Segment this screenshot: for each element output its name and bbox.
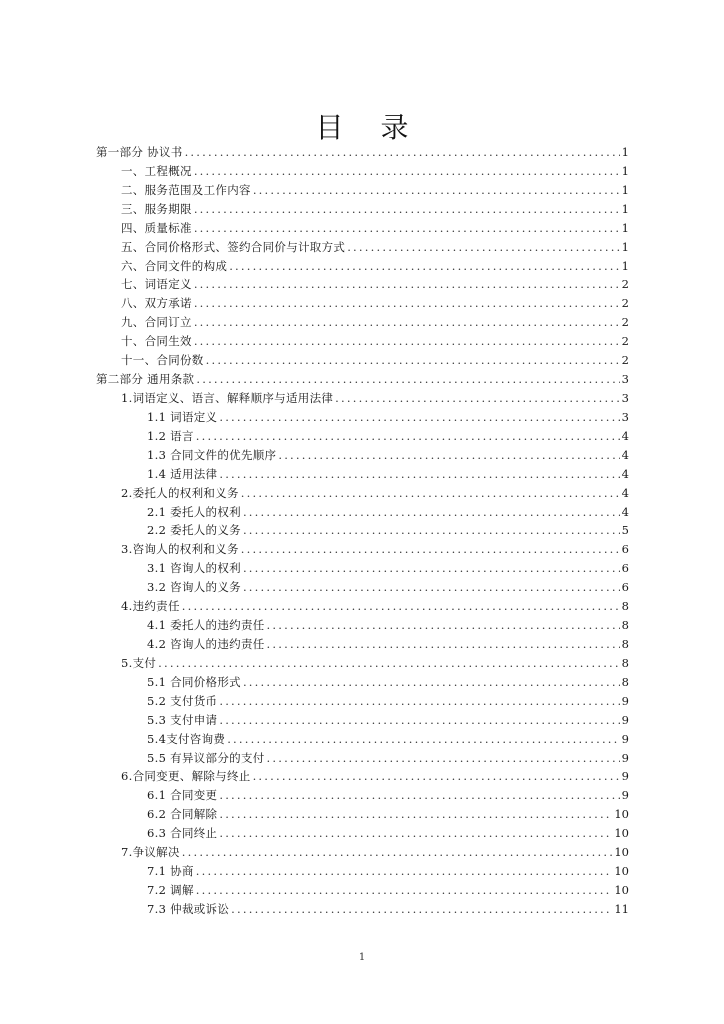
toc-entry-page: 3 (621, 372, 629, 387)
toc-entry[interactable] (96, 484, 629, 503)
toc-entry-text: 5.2 支付货币 (147, 693, 218, 708)
toc-entry-text: 1.3 合同文件的优先顺序 (147, 447, 277, 462)
toc-entry-text: 1.1 词语定义 (147, 409, 218, 424)
toc-dot-leader (243, 559, 620, 578)
toc-dot-leader (347, 238, 619, 257)
toc-entry-page: 4 (621, 504, 629, 519)
toc-entry[interactable] (96, 559, 629, 578)
toc-dot-leader (182, 597, 620, 616)
toc-entry[interactable] (96, 162, 629, 181)
toc-entry-text: 3.1 咨询人的权利 (147, 561, 241, 576)
toc-entry-text: 十、合同生效 (121, 334, 192, 349)
toc-entry-page: 9 (621, 750, 629, 765)
toc-entry-text: 三、服务期限 (121, 201, 192, 216)
toc-entry-page: 2 (621, 315, 629, 330)
toc-entry-page: 10 (614, 845, 629, 860)
toc-entry-text: 5.3 支付申请 (147, 712, 218, 727)
toc-dot-leader (243, 578, 620, 597)
toc-dot-leader (206, 351, 620, 370)
toc-dot-leader (229, 257, 619, 276)
toc-entry-text: 八、双方承诺 (121, 296, 192, 311)
toc-entry-page: 1 (621, 145, 629, 159)
toc-entry-text: 6.1 合同变更 (147, 788, 218, 803)
toc-entry-page: 1 (621, 182, 629, 197)
toc-entry[interactable] (96, 711, 629, 730)
toc-dot-leader (243, 521, 620, 540)
toc-entry-page: 11 (614, 901, 629, 916)
toc-entry[interactable] (96, 143, 629, 162)
toc-entry-text: 5.5 有异议部分的支付 (147, 750, 265, 765)
toc-dot-leader (158, 654, 620, 673)
toc-dot-leader (253, 181, 620, 200)
toc-entry-page: 8 (621, 618, 629, 633)
toc-entry-text: 4.1 委托人的违约责任 (147, 618, 265, 633)
toc-dot-leader (219, 805, 612, 824)
toc-entry-page: 10 (614, 864, 629, 879)
toc-dot-leader (231, 900, 612, 919)
toc-entry[interactable] (96, 370, 629, 389)
toc-entry-text: 6.合同变更、解除与终止 (121, 769, 251, 784)
toc-entry[interactable] (96, 503, 629, 522)
toc-dot-leader (185, 143, 620, 162)
toc-dot-leader (182, 843, 613, 862)
toc-entry[interactable] (96, 749, 629, 768)
toc-entry[interactable] (96, 257, 629, 276)
toc-dot-leader (194, 332, 620, 351)
toc-entry-text: 6.3 合同终止 (147, 826, 218, 841)
toc-entry-page: 3 (621, 390, 629, 405)
toc-dot-leader (241, 540, 620, 559)
toc-entry-text: 4.2 咨询人的违约责任 (147, 636, 265, 651)
toc-entry-text: 4.违约责任 (121, 599, 180, 614)
toc-entry[interactable] (96, 389, 629, 408)
toc-dot-leader (194, 219, 620, 238)
toc-entry-page: 1 (621, 163, 629, 178)
toc-entry[interactable] (96, 578, 629, 597)
toc-entry-page: 10 (614, 807, 629, 822)
toc-dot-leader (253, 767, 620, 786)
toc-entry-page: 2 (621, 296, 629, 311)
toc-entry[interactable] (96, 238, 629, 257)
toc-dot-leader (196, 881, 613, 900)
toc-entry-text: 四、质量标准 (121, 220, 192, 235)
toc-entry[interactable] (96, 843, 629, 862)
toc-entry-page: 8 (621, 674, 629, 689)
toc-entry-page: 9 (621, 693, 629, 708)
toc-entry-page: 4 (621, 428, 629, 443)
toc-dot-leader (219, 692, 619, 711)
toc-entry[interactable] (96, 616, 629, 635)
toc-dot-leader (219, 408, 619, 427)
toc-entry-page: 2 (621, 353, 629, 368)
toc-entry[interactable] (96, 692, 629, 711)
toc-entry-page: 8 (621, 655, 629, 670)
toc-entry-text: 九、合同订立 (121, 315, 192, 330)
toc-entry-text: 第一部分 协议书 (96, 145, 183, 159)
toc-entry-text: 2.2 委托人的义务 (147, 523, 241, 538)
toc-entry-page: 1 (621, 201, 629, 216)
toc-entry-text: 七、词语定义 (121, 277, 192, 292)
toc-entry[interactable] (96, 200, 629, 219)
toc-entry[interactable] (96, 900, 629, 919)
toc-entry[interactable] (96, 219, 629, 238)
toc-dot-leader (278, 446, 619, 465)
toc-entry-page: 9 (621, 712, 629, 727)
toc-entry[interactable] (96, 351, 629, 370)
toc-entry-page: 6 (621, 580, 629, 595)
toc-dot-leader (219, 824, 612, 843)
toc-entry[interactable] (96, 294, 629, 313)
toc-entry[interactable] (96, 313, 629, 332)
toc-dot-leader (241, 484, 620, 503)
toc-entry[interactable] (96, 181, 629, 200)
toc-dot-leader (219, 786, 619, 805)
toc-entry-page: 8 (621, 599, 629, 614)
toc-entry-text: 6.2 合同解除 (147, 807, 218, 822)
toc-entry-page: 2 (621, 334, 629, 349)
toc-dot-leader (243, 503, 620, 522)
toc-entry[interactable] (96, 597, 629, 616)
toc-entry[interactable] (96, 427, 629, 446)
toc-list (96, 143, 629, 919)
toc-entry[interactable] (96, 824, 629, 843)
toc-dot-leader (194, 294, 620, 313)
toc-dot-leader (335, 389, 620, 408)
toc-entry[interactable] (96, 730, 629, 749)
toc-entry-text: 7.1 协商 (147, 864, 194, 879)
toc-entry-page: 6 (621, 561, 629, 576)
toc-entry[interactable] (96, 862, 629, 881)
toc-dot-leader (196, 862, 613, 881)
toc-entry-text: 7.争议解决 (121, 845, 180, 860)
toc-dot-leader (196, 427, 620, 446)
toc-entry-page: 4 (621, 466, 629, 481)
toc-entry[interactable] (96, 446, 629, 465)
toc-dot-leader (267, 749, 620, 768)
toc-entry-text: 2.1 委托人的权利 (147, 504, 241, 519)
toc-title: 目 录 (315, 111, 423, 144)
toc-entry[interactable] (96, 275, 629, 294)
toc-dot-leader (194, 313, 620, 332)
toc-entry[interactable] (96, 767, 629, 786)
toc-entry-text: 7.3 仲裁或诉讼 (147, 901, 230, 916)
toc-dot-leader (267, 635, 620, 654)
toc-dot-leader (219, 711, 619, 730)
toc-entry-text: 5.4支付咨询费 (147, 731, 226, 746)
toc-dot-leader (243, 673, 620, 692)
toc-entry-text: 7.2 调解 (147, 882, 194, 897)
toc-entry[interactable] (96, 654, 629, 673)
toc-entry[interactable] (96, 540, 629, 559)
toc-entry[interactable] (96, 408, 629, 427)
toc-entry[interactable] (96, 465, 629, 484)
toc-entry-text: 5.支付 (121, 655, 157, 670)
toc-entry-page: 6 (621, 542, 629, 557)
toc-entry-text: 五、合同价格形式、签约合同价与计取方式 (121, 239, 346, 254)
toc-dot-leader (194, 275, 620, 294)
toc-entry[interactable] (96, 786, 629, 805)
toc-entry-page: 9 (621, 731, 629, 746)
toc-entry-page: 9 (621, 769, 629, 784)
toc-entry-text: 3.2 咨询人的义务 (147, 580, 241, 595)
toc-entry[interactable] (96, 521, 629, 540)
toc-entry-text: 十一、合同份数 (121, 353, 204, 368)
toc-entry-text: 5.1 合同价格形式 (147, 674, 241, 689)
toc-entry-page: 1 (621, 220, 629, 235)
toc-dot-leader (227, 730, 619, 749)
toc-dot-leader (194, 200, 620, 219)
toc-entry[interactable] (96, 805, 629, 824)
toc-entry-page: 5 (621, 523, 629, 538)
toc-dot-leader (267, 616, 620, 635)
toc-entry-page: 9 (621, 788, 629, 803)
toc-entry[interactable] (96, 332, 629, 351)
toc-dot-leader (219, 465, 619, 484)
toc-entry-text: 二、服务范围及工作内容 (121, 182, 251, 197)
toc-entry[interactable] (96, 673, 629, 692)
toc-entry[interactable] (96, 635, 629, 654)
toc-entry-text: 一、工程概况 (121, 163, 192, 178)
toc-entry-text: 六、合同文件的构成 (121, 258, 228, 273)
toc-entry-page: 1 (621, 239, 629, 254)
toc-entry-page: 8 (621, 636, 629, 651)
toc-entry-page: 1 (621, 258, 629, 273)
toc-entry-text: 1.4 适用法律 (147, 466, 218, 481)
toc-entry-page: 4 (621, 485, 629, 500)
toc-dot-leader (194, 162, 620, 181)
toc-dot-leader (196, 370, 619, 389)
toc-entry-text: 1.词语定义、语言、解释顺序与适用法律 (121, 390, 334, 405)
toc-entry-text: 1.2 语言 (147, 428, 194, 443)
toc-entry[interactable] (96, 881, 629, 900)
toc-entry-page: 10 (614, 826, 629, 841)
toc-entry-text: 3.咨询人的权利和义务 (121, 542, 239, 557)
toc-entry-page: 10 (614, 882, 629, 897)
page-number: 1 (358, 952, 366, 963)
toc-entry-text: 第二部分 通用条款 (96, 372, 195, 387)
toc-entry-text: 2.委托人的权利和义务 (121, 485, 239, 500)
toc-entry-page: 2 (621, 277, 629, 292)
toc-entry-page: 4 (621, 447, 629, 462)
toc-entry-page: 3 (621, 409, 629, 424)
